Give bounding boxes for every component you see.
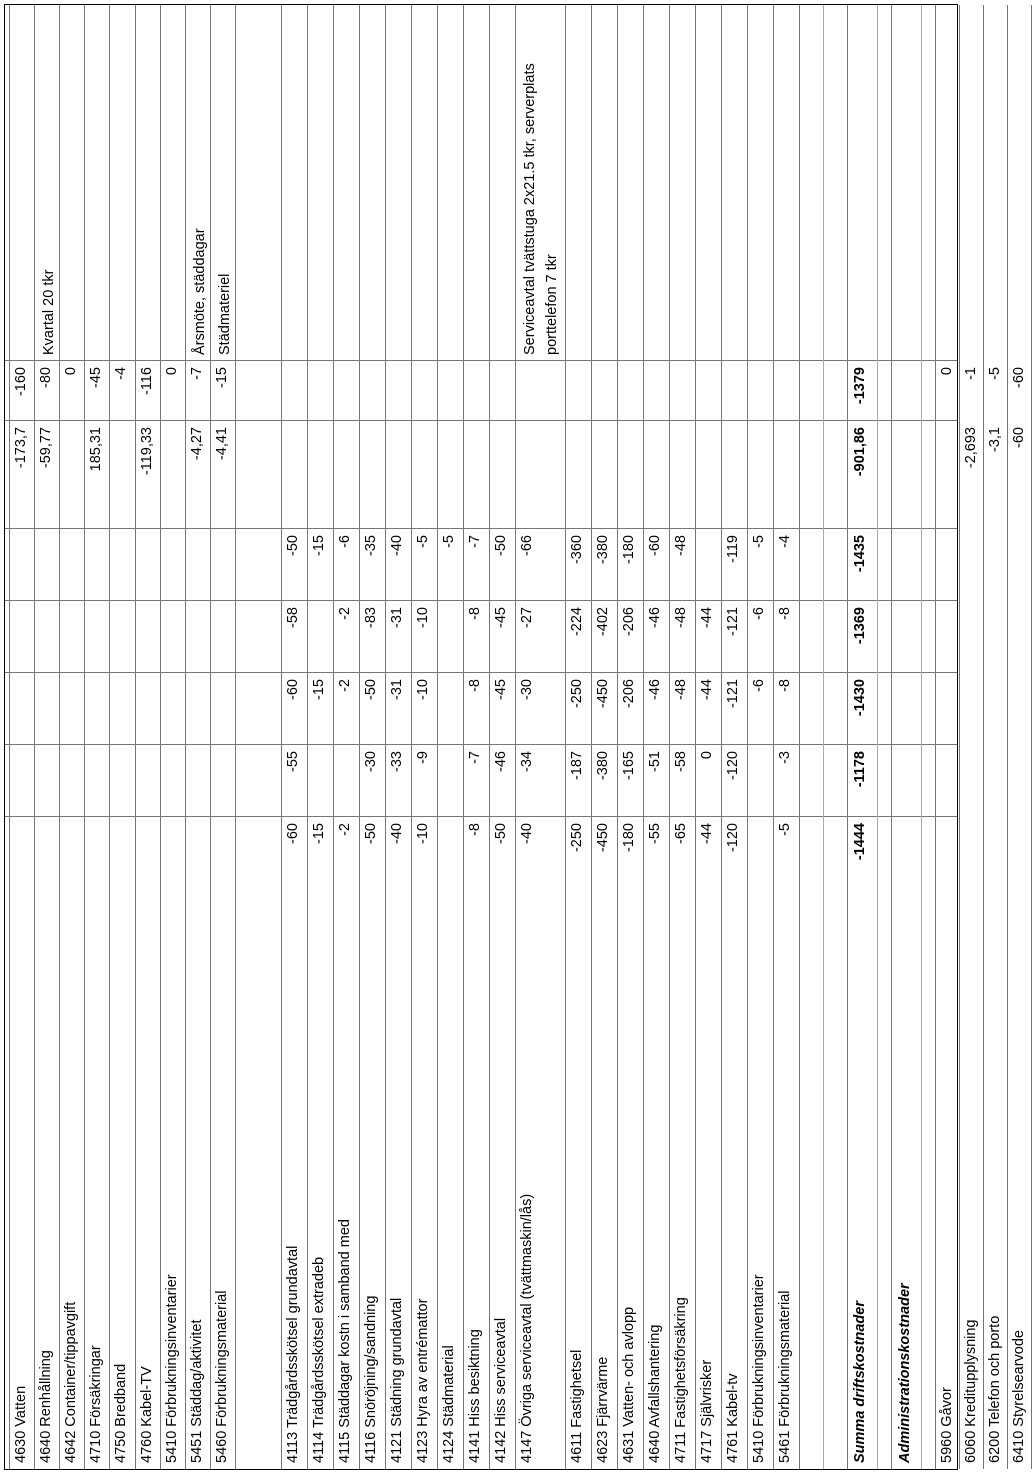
value-v3: -46 bbox=[646, 679, 663, 700]
row-divider bbox=[359, 5, 360, 1469]
value-v3: -6 bbox=[750, 679, 767, 692]
value-v1: -5 bbox=[776, 823, 793, 836]
value-v2: -55 bbox=[284, 751, 301, 772]
account-name: 4717 Självrisker bbox=[698, 1359, 715, 1463]
value-v5: -4 bbox=[776, 535, 793, 548]
value-v1: -50 bbox=[492, 823, 509, 844]
value-v7: -60 bbox=[1010, 367, 1027, 388]
row-divider bbox=[135, 5, 136, 1469]
value-v6: -173,7 bbox=[13, 427, 29, 469]
account-name: 4115 Städdagar kostn i samband med bbox=[336, 1219, 353, 1463]
row-divider bbox=[185, 5, 186, 1469]
value-v2: -120 bbox=[724, 751, 741, 781]
value-v5: -5 bbox=[750, 535, 767, 548]
account-name: 4121 Städning grundavtal bbox=[388, 1297, 405, 1463]
account-name: 5960 Gåvor bbox=[938, 1387, 955, 1463]
row-divider bbox=[877, 5, 878, 1469]
value-v2: -30 bbox=[362, 751, 379, 772]
account-name: 4147 Övriga serviceavtal (tvättmaskin/lås) bbox=[518, 1193, 535, 1463]
row-note: Serviceavtal tvättstuga 2x21.5 tkr, serverplats porttelefon 7 tkr bbox=[521, 63, 560, 355]
value-v2: 0 bbox=[698, 751, 715, 760]
account-name: 4711 Fastighetsförsäkring bbox=[672, 1297, 689, 1463]
account-name: 4761 Kabel-tv bbox=[724, 1373, 741, 1463]
row-divider bbox=[643, 5, 644, 1469]
row-note: Årsmöte, städdagar bbox=[191, 228, 208, 355]
row-divider bbox=[935, 5, 936, 1469]
row-divider bbox=[1007, 5, 1008, 1469]
row-divider bbox=[385, 5, 386, 1469]
value-v3: -206 bbox=[620, 679, 637, 709]
row-divider bbox=[847, 5, 848, 1469]
value-v4: -31 bbox=[388, 607, 405, 628]
summary-v3: -1430 bbox=[851, 679, 868, 717]
value-v4: -46 bbox=[646, 607, 663, 628]
value-v6: -4,41 bbox=[213, 427, 230, 461]
account-name: 6200 Telefon och porto bbox=[986, 1315, 1003, 1463]
value-v5: -5 bbox=[414, 535, 431, 548]
account-name: 5451 Städdag/aktivitet bbox=[188, 1319, 205, 1463]
value-v3: -31 bbox=[388, 679, 405, 700]
row-divider bbox=[983, 5, 984, 1469]
row-divider bbox=[591, 5, 592, 1469]
row-divider bbox=[489, 5, 490, 1469]
summary-v2: -1178 bbox=[851, 751, 868, 788]
value-v5: -50 bbox=[284, 535, 301, 556]
value-v1: -15 bbox=[310, 823, 327, 844]
admin-section-header: Administrationskostnader bbox=[896, 1283, 913, 1463]
account-name: 4640 Renhållning bbox=[38, 1350, 55, 1463]
value-v3: -8 bbox=[466, 679, 483, 692]
account-name: 5410 Förbrukningsinventarier bbox=[750, 1274, 767, 1463]
value-v4: -10 bbox=[414, 607, 431, 628]
value-v5: -40 bbox=[388, 535, 405, 556]
summary-v4: -1369 bbox=[851, 607, 868, 645]
value-v2: -187 bbox=[568, 751, 585, 781]
value-v6: -4,27 bbox=[188, 427, 205, 461]
value-v2: -34 bbox=[518, 751, 535, 772]
column-divider bbox=[5, 600, 957, 601]
value-v7: 0 bbox=[163, 367, 180, 376]
row-divider bbox=[411, 5, 412, 1469]
value-v3: -50 bbox=[362, 679, 379, 700]
value-v7: 0 bbox=[938, 367, 955, 376]
account-name: 6410 Styrelsearvode bbox=[1010, 1330, 1027, 1463]
row-divider bbox=[515, 5, 516, 1469]
row-divider bbox=[747, 5, 748, 1469]
summary-v1: -1444 bbox=[851, 823, 868, 861]
value-v7: 0 bbox=[63, 367, 80, 376]
value-v5: -15 bbox=[310, 535, 327, 556]
value-v7: -1 bbox=[962, 367, 979, 380]
value-v5: -48 bbox=[672, 535, 689, 556]
row-divider bbox=[109, 5, 110, 1469]
value-v1: -180 bbox=[620, 823, 637, 853]
value-v7: -7 bbox=[188, 367, 205, 380]
row-divider bbox=[773, 5, 774, 1469]
account-name: 5410 Förbrukningsinventarier bbox=[163, 1274, 180, 1463]
value-v4: -27 bbox=[518, 607, 535, 628]
value-v4: -224 bbox=[568, 607, 585, 637]
value-v1: -44 bbox=[698, 823, 715, 844]
row-divider bbox=[235, 5, 236, 1469]
value-v5: -50 bbox=[492, 535, 509, 556]
account-name: 6060 Kreditupplysning bbox=[962, 1319, 979, 1463]
value-v7: -160 bbox=[13, 367, 29, 397]
row-divider bbox=[823, 5, 824, 1469]
value-v1: -10 bbox=[414, 823, 431, 844]
row-divider bbox=[437, 5, 438, 1469]
value-v5: -6 bbox=[336, 535, 353, 548]
value-v6: -60 bbox=[1010, 427, 1027, 448]
budget-spreadsheet bbox=[4, 4, 1027, 1470]
row-divider bbox=[617, 5, 618, 1469]
value-v5: -66 bbox=[518, 535, 535, 556]
row-note: Kvartal 20 tkr bbox=[41, 269, 58, 355]
row-divider bbox=[9, 5, 10, 1469]
column-divider bbox=[5, 360, 957, 361]
value-v6: -59,77 bbox=[38, 427, 55, 469]
value-v2: -9 bbox=[414, 751, 431, 764]
row-divider bbox=[921, 5, 922, 1469]
row-divider bbox=[695, 5, 696, 1469]
value-v6: -3,1 bbox=[986, 427, 1003, 452]
value-v7: -15 bbox=[213, 367, 230, 388]
value-v1: -50 bbox=[362, 823, 379, 844]
account-name: 4631 Vatten- och avlopp bbox=[620, 1306, 637, 1463]
value-v5: -380 bbox=[594, 535, 611, 565]
row-divider bbox=[565, 5, 566, 1469]
value-v1: -60 bbox=[284, 823, 301, 844]
value-v2: -7 bbox=[466, 751, 483, 764]
account-name: 4124 Städmaterial bbox=[440, 1345, 457, 1463]
value-v3: -44 bbox=[698, 679, 715, 700]
value-v4: -48 bbox=[672, 607, 689, 628]
value-v2: -46 bbox=[492, 751, 509, 772]
value-v5: -360 bbox=[568, 535, 585, 565]
value-v4: -58 bbox=[284, 607, 301, 628]
value-v7: -80 bbox=[38, 367, 55, 388]
account-name: 5461 Förbrukningsmaterial bbox=[776, 1290, 793, 1463]
value-v5: -119 bbox=[724, 535, 741, 563]
value-v3: -15 bbox=[310, 679, 327, 700]
value-v1: -8 bbox=[466, 823, 483, 836]
row-divider bbox=[891, 5, 892, 1469]
value-v3: -60 bbox=[284, 679, 301, 700]
value-v3: -45 bbox=[492, 679, 509, 700]
value-v5: -60 bbox=[646, 535, 663, 556]
account-name: 4640 Avfallshantering bbox=[646, 1324, 663, 1463]
value-v1: -120 bbox=[724, 823, 741, 853]
row-divider bbox=[463, 5, 464, 1469]
account-name: 4760 Kabel-TV bbox=[138, 1366, 155, 1463]
column-divider bbox=[5, 420, 957, 421]
value-v5: -5 bbox=[440, 535, 457, 548]
value-v4: -2 bbox=[336, 607, 353, 620]
value-v4: -8 bbox=[776, 607, 793, 620]
row-divider bbox=[333, 5, 334, 1469]
value-v4: -45 bbox=[492, 607, 509, 628]
value-v7: -4 bbox=[113, 367, 130, 380]
account-name: 4623 Fjärrvärme bbox=[594, 1356, 611, 1463]
row-divider bbox=[669, 5, 670, 1469]
row-note: Städmateriel bbox=[216, 273, 233, 355]
value-v1: -250 bbox=[568, 823, 585, 853]
value-v6: -2,693 bbox=[962, 427, 979, 469]
account-name: 4123 Hyra av entrémattor bbox=[414, 1298, 431, 1463]
value-v4: -121 bbox=[724, 607, 741, 637]
column-divider bbox=[5, 744, 957, 745]
row-divider bbox=[799, 5, 800, 1469]
account-name: 4611 Fastighetsel bbox=[568, 1349, 585, 1463]
value-v7: -116 bbox=[138, 367, 155, 395]
value-v3: -10 bbox=[414, 679, 431, 700]
value-v3: -2 bbox=[336, 679, 353, 692]
value-v4: -206 bbox=[620, 607, 637, 637]
value-v7: -45 bbox=[88, 367, 105, 388]
row-divider bbox=[160, 5, 161, 1469]
account-name: 4750 Bredband bbox=[113, 1363, 130, 1463]
value-v1: -65 bbox=[672, 823, 689, 844]
value-v2: -58 bbox=[672, 751, 689, 772]
row-divider bbox=[307, 5, 308, 1469]
value-v4: -44 bbox=[698, 607, 715, 628]
account-name: 4141 Hiss besiktning bbox=[466, 1329, 483, 1463]
row-divider bbox=[721, 5, 722, 1469]
column-divider bbox=[5, 528, 957, 529]
row-divider bbox=[84, 5, 85, 1469]
value-v1: -450 bbox=[594, 823, 611, 853]
column-divider bbox=[5, 816, 957, 817]
value-v5: -7 bbox=[466, 535, 483, 548]
value-v2: -33 bbox=[388, 751, 405, 772]
value-v4: -8 bbox=[466, 607, 483, 620]
value-v4: -83 bbox=[362, 607, 379, 628]
value-v4: -402 bbox=[594, 607, 611, 637]
account-name: 4642 Container/tippavgift bbox=[63, 1301, 80, 1463]
column-divider bbox=[5, 672, 957, 673]
account-name: 4630 Vatten bbox=[13, 1385, 29, 1463]
value-v5: -180 bbox=[620, 535, 637, 565]
value-v3: -48 bbox=[672, 679, 689, 700]
value-v1: -40 bbox=[518, 823, 535, 844]
value-v3: -121 bbox=[724, 679, 741, 709]
account-name: 4113 Trädgårdsskötsel grundavtal bbox=[284, 1245, 301, 1463]
value-v7: -5 bbox=[986, 367, 1003, 380]
value-v1: -2 bbox=[336, 823, 353, 836]
row-divider bbox=[59, 5, 60, 1469]
row-divider bbox=[281, 5, 282, 1469]
value-v5: -35 bbox=[362, 535, 379, 556]
value-v3: -450 bbox=[594, 679, 611, 709]
value-v2: -51 bbox=[646, 751, 663, 772]
value-v4: -6 bbox=[750, 607, 767, 620]
value-v1: -40 bbox=[388, 823, 405, 844]
account-name: 4710 Försäkringar bbox=[88, 1345, 105, 1463]
row-divider bbox=[210, 5, 211, 1469]
account-name: 4142 Hiss serviceavtal bbox=[492, 1317, 509, 1463]
summary-v6: -901,86 bbox=[851, 427, 868, 477]
account-name: 4116 Snöröjning/sandning bbox=[362, 1295, 379, 1463]
row-divider bbox=[34, 5, 35, 1469]
value-v6: 185,31 bbox=[88, 427, 105, 472]
summary-v7: -1379 bbox=[851, 367, 868, 405]
row-divider bbox=[959, 5, 960, 1469]
value-v2: -3 bbox=[776, 751, 793, 764]
account-name: 4114 Trädgårdsskötsel extradeb bbox=[310, 1256, 327, 1463]
value-v3: -30 bbox=[518, 679, 535, 700]
summary-label: Summa driftskostnader bbox=[851, 1301, 868, 1463]
value-v2: -380 bbox=[594, 751, 611, 781]
summary-v5: -1435 bbox=[851, 535, 868, 573]
value-v3: -250 bbox=[568, 679, 585, 709]
value-v3: -8 bbox=[776, 679, 793, 692]
value-v6: -119,33 bbox=[138, 427, 155, 476]
account-name: 5460 Förbrukningsmaterial bbox=[213, 1290, 230, 1463]
value-v1: -55 bbox=[646, 823, 663, 844]
value-v2: -165 bbox=[620, 751, 637, 781]
